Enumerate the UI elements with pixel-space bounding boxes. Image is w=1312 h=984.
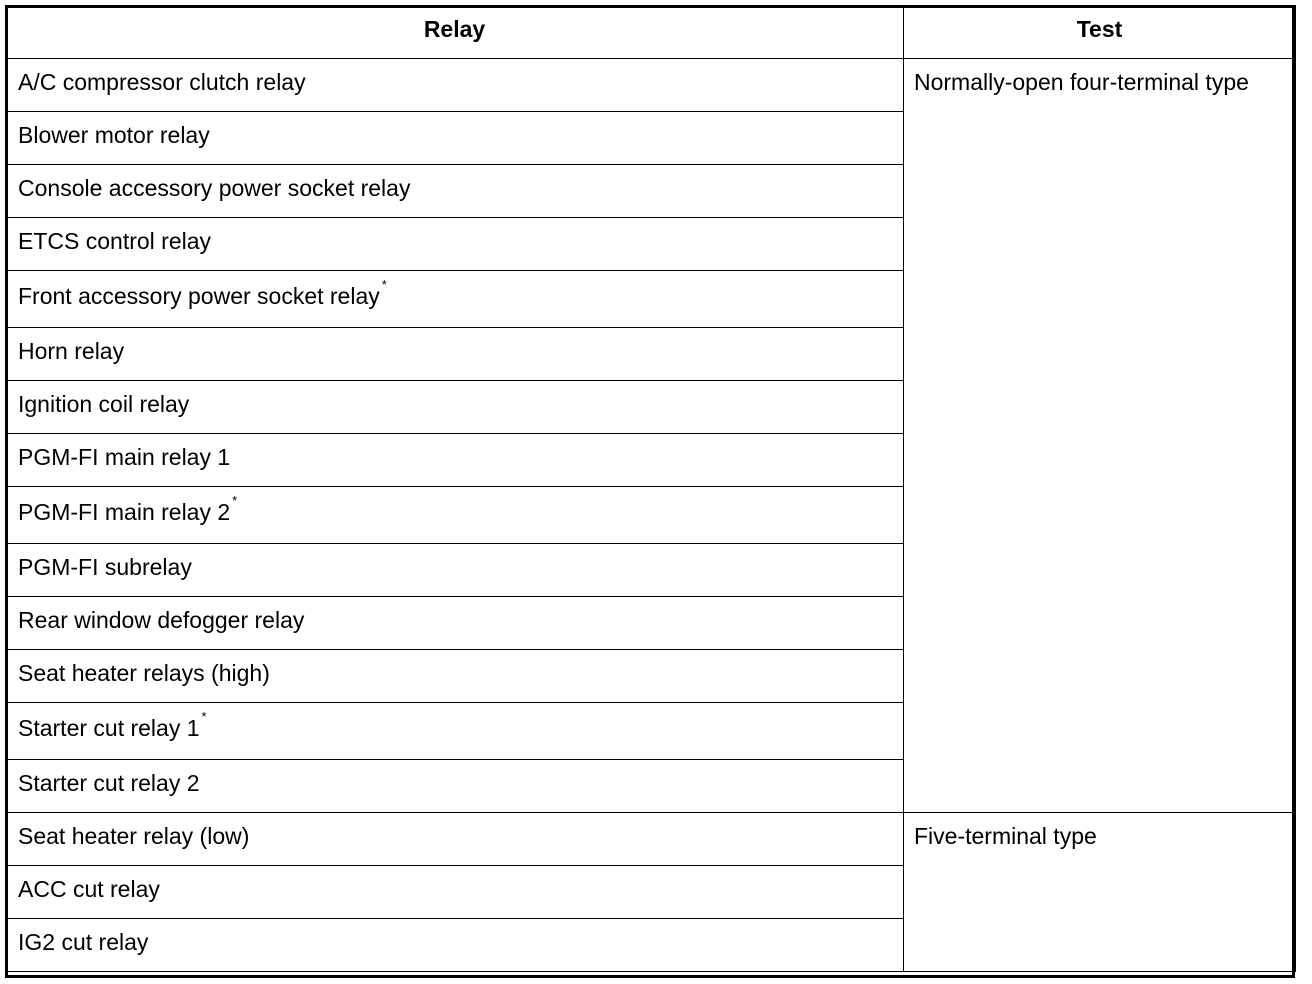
- relay-name-cell: [6, 544, 904, 597]
- relay-name: Rear window defogger relay: [18, 607, 305, 633]
- relay-name-cell: [6, 597, 904, 650]
- table-body: [6, 59, 1296, 972]
- relay-name: IG2 cut relay: [18, 929, 149, 955]
- relay-test-table: [5, 5, 1296, 972]
- test-type-label: Normally-open four-terminal type: [914, 69, 1249, 95]
- relay-name-cell: [6, 59, 904, 112]
- header-test: Test: [904, 6, 1296, 59]
- test-type-cell: [904, 59, 1296, 813]
- relay-name-cell: [6, 650, 904, 703]
- relay-name: Ignition coil relay: [18, 391, 190, 417]
- relay-name-cell: [6, 165, 904, 218]
- relay-name: Blower motor relay: [18, 122, 210, 148]
- relay-name: Horn relay: [18, 338, 125, 364]
- relay-name-cell: [6, 703, 904, 760]
- test-type-cell: [904, 813, 1296, 972]
- footnote-asterisk: *: [381, 277, 387, 292]
- relay-name: PGM-FI subrelay: [18, 554, 192, 580]
- relay-name-cell: [6, 112, 904, 165]
- relay-name-cell: [6, 487, 904, 544]
- relay-name-cell: [6, 218, 904, 271]
- relay-name-cell: [6, 381, 904, 434]
- relay-name-cell: [6, 919, 904, 972]
- header-relay: Relay: [6, 6, 904, 59]
- relay-name: PGM-FI main relay 1: [18, 444, 231, 470]
- relay-name: Seat heater relays (high): [18, 660, 270, 686]
- test-type-label: Five-terminal type: [914, 823, 1097, 849]
- table-row: [6, 813, 1296, 866]
- footnote-asterisk: *: [232, 493, 238, 508]
- relay-name: ETCS control relay: [18, 228, 212, 254]
- relay-name: Console accessory power socket relay: [18, 175, 411, 201]
- relay-name: ACC cut relay: [18, 876, 160, 902]
- table-header-row: [6, 6, 1296, 59]
- relay-name: PGM-FI main relay 2: [18, 499, 231, 525]
- relay-name: Starter cut relay 1: [18, 715, 200, 741]
- relay-name-cell: [6, 328, 904, 381]
- relay-name-cell: [6, 760, 904, 813]
- relay-name-cell: [6, 271, 904, 328]
- relay-name: Seat heater relay (low): [18, 823, 250, 849]
- relay-test-table-container: [5, 5, 1295, 977]
- relay-name: Front accessory power socket relay: [18, 283, 380, 309]
- relay-name: A/C compressor clutch relay: [18, 69, 306, 95]
- footnote-asterisk: *: [201, 709, 207, 724]
- relay-name-cell: [6, 813, 904, 866]
- relay-name-cell: [6, 434, 904, 487]
- table-row: [6, 59, 1296, 112]
- relay-name: Starter cut relay 2: [18, 770, 200, 796]
- relay-name-cell: [6, 866, 904, 919]
